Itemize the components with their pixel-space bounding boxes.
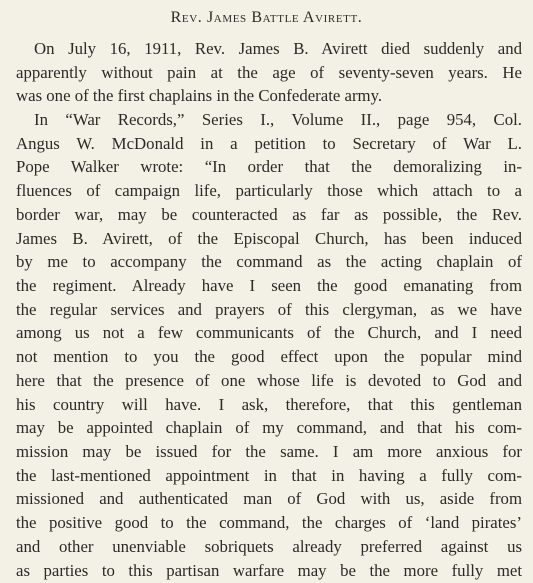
text-line-2: apparently without pain at the age of seventy-seven years. He (16, 63, 522, 82)
text-line-12: the regular services and prayers of this clergyman, as we have (16, 300, 522, 319)
text-line-13: among us not a few communicants of the Church, and I need (16, 323, 522, 342)
text-line-15: here that the presence of one whose life is devoted to God and (16, 371, 522, 390)
text-line-21: the positive good to the command, the charges of ‘land pirates’ (16, 513, 522, 532)
text-line-10: by me to accompany the command as the acting chaplain of (16, 252, 522, 271)
text-line-7: fluences of campaign life, particularly those which attach to a (16, 181, 522, 200)
text-line-16: his country will have. I ask, therefore, that this gentleman (16, 395, 522, 414)
text-line-4: In “War Records,” Series I., Volume II., page 954, Col. (34, 110, 522, 129)
text-line-23: as parties to this partisan warfare may be the more fully met (16, 561, 522, 580)
text-line-22: and other unenviable sobriquets already preferred against us (16, 537, 522, 556)
text-line-6: Pope Walker wrote: “In order that the demoralizing in- (16, 157, 522, 176)
text-line-8: border war, may be counteracted as far as possible, the Rev. (16, 205, 522, 224)
text-line-9: James B. Avirett, of the Episcopal Church, has been induced (16, 229, 522, 248)
text-line-18: mission may be issued for the same. I am more anxious for (16, 442, 522, 461)
text-line-17: may be appointed chaplain of my command, and that his com- (16, 418, 522, 437)
text-line-3: was one of the first chaplains in the Confederate army. (16, 86, 383, 105)
text-line-20: missioned and authenticated man of God with us, aside from (16, 489, 522, 508)
text-line-5: Angus W. McDonald in a petition to Secretary of War L. (16, 134, 522, 153)
text-line-1: On July 16, 1911, Rev. James B. Avirett died suddenly and (34, 39, 522, 58)
text-line-14: not mention to you the good effect upon the popular mind (16, 347, 522, 366)
text-line-11: the regiment. Already have I seen the good emanating from (16, 276, 522, 295)
text-line-19: the last-mentioned appointment in that in having a fully com- (16, 466, 522, 485)
page-title: Rev. James Battle Avirett. (170, 9, 363, 26)
